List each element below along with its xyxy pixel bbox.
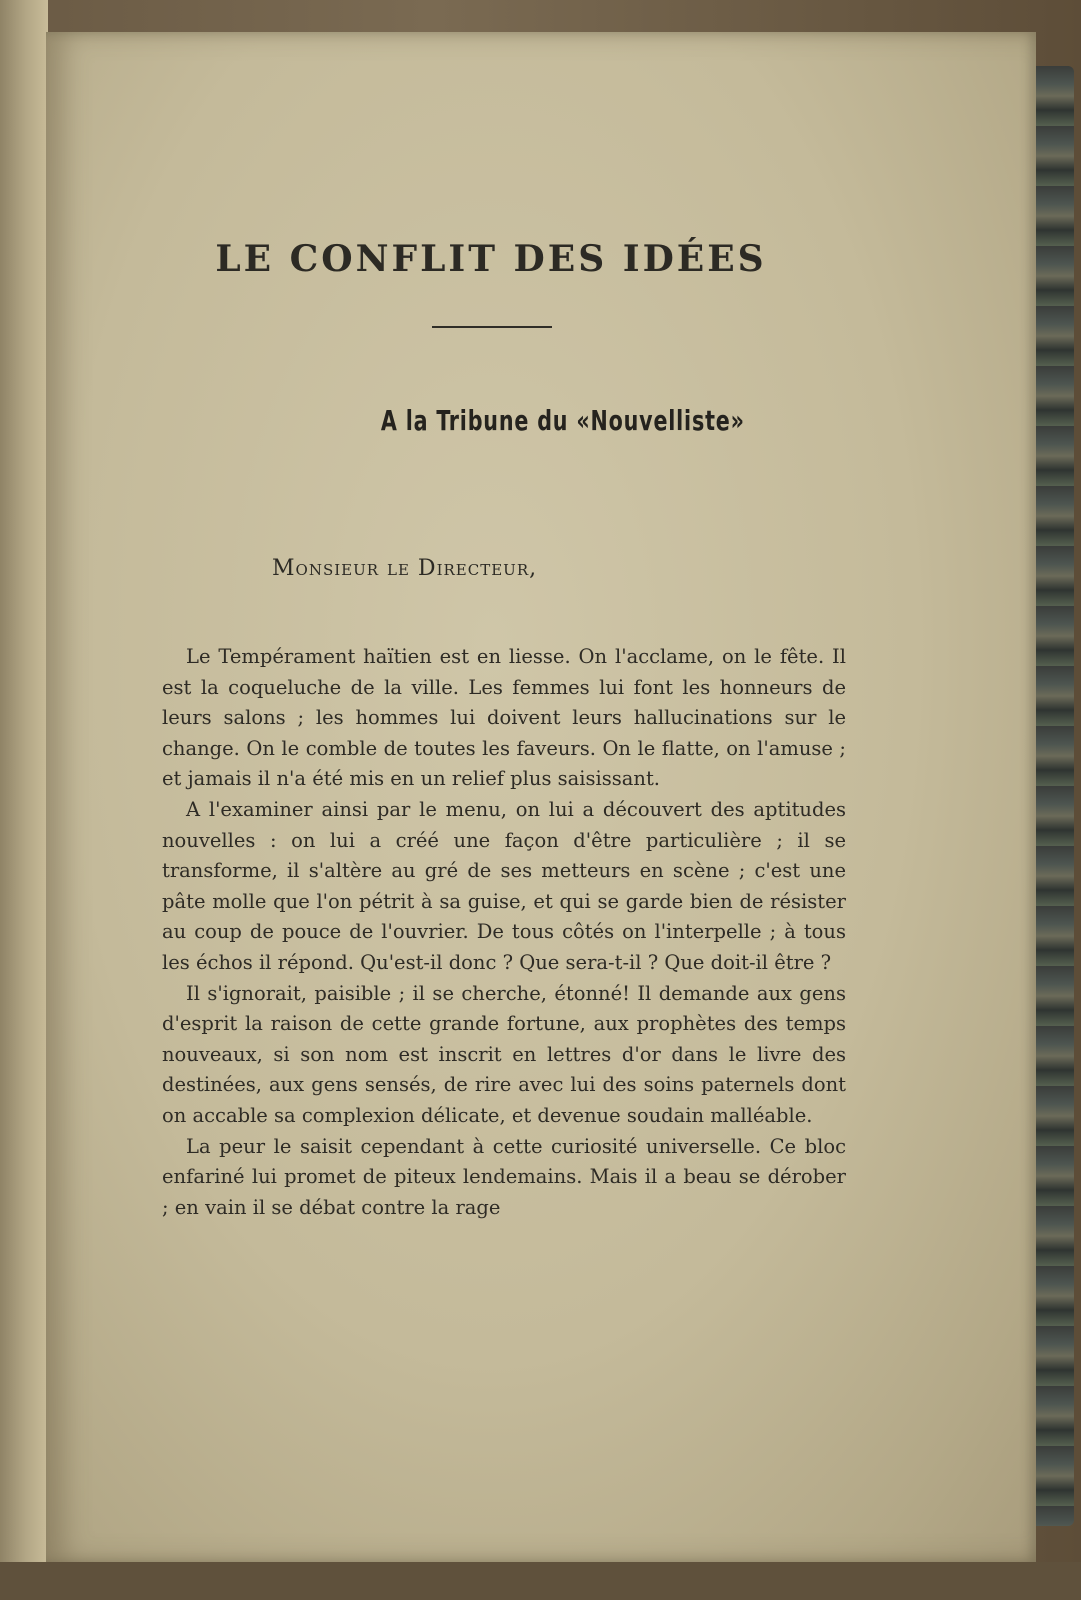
page-title — [46, 238, 1036, 280]
body-text — [162, 642, 846, 1223]
salutation: Monsieur le Directeur, — [272, 556, 538, 581]
paragraph: La peur le saisit cependant à cette curiosité universelle. Ce bloc enfariné lui promet de piteux lendemains. Mais il a beau se dérober ; en vain il se débat contre la rage — [162, 1134, 846, 1219]
paragraph: A l'examiner ainsi par le menu, on lui a découvert des aptitudes nouvelles : on lui a créé une façon d'être particulière ; il se transforme, il s'altère au gré de ses metteurs en scène ; c'est une pâte molle que l'on pétrit à sa guise, et qui se garde bien de résister au coup de pouce de l'ouvrier. De tous côtés on l'interpelle ; à tous les échos il répond. Qu'est-il donc ? Que sera-t-il ? Que doit-il être ? — [162, 797, 846, 974]
section-subtitle-text: A la Tribune du «Nouvelliste» — [381, 404, 745, 437]
title-divider — [432, 326, 552, 328]
table-surface — [0, 1562, 1081, 1600]
page-title-text: LE CONFLIT DES IDÉES — [215, 238, 767, 280]
book-page — [46, 32, 1036, 1562]
paragraph: Il s'ignorait, paisible ; il se cherche, étonné! Il demande aux gens d'esprit la raison de cette grande fortune, aux prophètes des temps nouveaux, si son nom est inscrit en lettres d'or dans le livre des destinées, aux gens sensés, de rire avec lui des soins paternels dont on accable sa complexion délicate, et devenue soudain malléable. — [162, 981, 846, 1127]
paragraph: Le Tempérament haïtien est en liesse. On l'acclame, on le fête. Il est la coqueluche de la ville. Les femmes lui font les honneurs de leurs salons ; les hommes lui doivent leurs hallucinations sur le change. On le comble de toutes les faveurs. On le flatte, on l'amuse ; et jamais il n'a été mis en un relief plus saisissant. — [162, 645, 846, 791]
section-subtitle — [46, 404, 1036, 437]
left-page-edge — [0, 0, 48, 1600]
